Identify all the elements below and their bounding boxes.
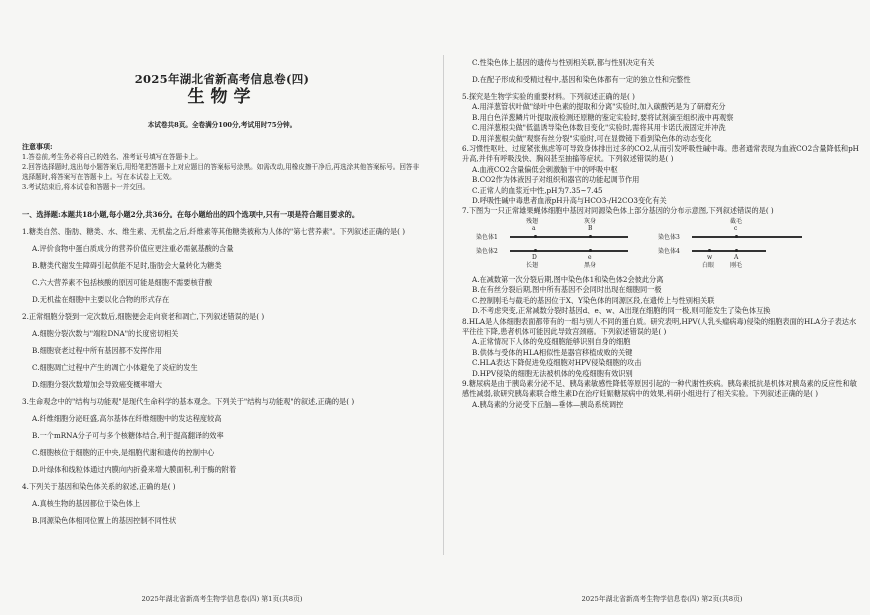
option: B.同源染色体相同位置上的基因控制不同性状: [32, 516, 177, 525]
option: D.用洋葱根尖做"观察有丝分裂"实验时,可在显微镜下看到染色体的动态变化: [472, 133, 712, 143]
option: A.胰岛素的分泌受下丘脑—垂体—胰岛系统调控: [472, 399, 624, 409]
questions-left: [22, 210, 422, 526]
notice-block: [22, 142, 422, 192]
chromosome-figure: [462, 217, 862, 273]
section-heading: 一、选择题:本题共18小题,每小题2分,共36分。在每小题给出的四个选项中,只有一项是符合题目要求的。: [22, 210, 360, 219]
option: B.糖类代谢发生障碍引起供能不足时,脂肪会大量转化为糖类: [32, 261, 222, 270]
question-stem: 7.下图为一只正常雄果蝇体细胞中基因对同源染色体上部分基因的分布示意图,下列叙述错误的是( ): [462, 206, 774, 216]
option: B.细胞衰老过程中所有基因都不发挥作用: [32, 346, 162, 355]
question-stem: 6.习惯性呕吐、过度紧张焦虑等可导致身体排出过多的CO2,从而引发呼吸性碱中毒。患者通常表现为血液CO2含量降低和pH升高,并伴有呼吸浅快、胸闷甚至抽搐等症状。下列叙述错误的是( ): [462, 144, 859, 164]
gene-letter: A: [734, 253, 739, 261]
option: A.正常情况下人体的免疫细胞能够识别自身的细胞: [472, 337, 631, 347]
option: A.评价食物中蛋白质成分的营养价值应更注重必需氨基酸的含量: [32, 244, 234, 253]
gene-label: 刚毛: [730, 261, 743, 269]
gene-label: 长翅: [526, 261, 539, 269]
option: D.无机盐在细胞中主要以化合物的形式存在: [32, 295, 170, 304]
option: D.不考虑突变,正常减数分裂时基因d、e、w、A出现在细胞的同一极,则可能发生了染色体互换: [472, 306, 771, 316]
gene-letter: e: [588, 253, 592, 261]
option: A.细胞分裂次数与"端粒DNA"的长度密切相关: [32, 329, 179, 338]
page-footer-right: 2025年湖北省新高考生物学信息卷(四) 第2页(共8页): [581, 595, 743, 603]
gene-label: 灰身: [584, 217, 597, 225]
chromosome-4: [692, 250, 766, 252]
gene-label: 黑身: [584, 261, 597, 269]
notice-item: 3.考试结束后,将本试卷和答题卡一并交回。: [22, 183, 150, 192]
option: A.在减数第一次分裂后期,图中染色体1和染色体2会彼此分离: [472, 274, 664, 284]
subject-title: 生物学: [187, 87, 257, 107]
option: B.供体与受体的HLA相似性是器官移植成败的关键: [472, 347, 633, 357]
question-stem: 5.探究是生物学实验的重要材料。下列叙述正确的是( ): [462, 92, 635, 101]
question-stem: 9.糖尿病是由于胰岛素分泌不足、胰岛素敏感性降低等原因引起的一种代谢性疾病。胰岛素抵抗是机体对胰岛素的反应性和敏感性减弱,欲研究胰岛素联合维生素D在治疗妊娠糖尿病中的效果,科研小组进行了相关实验。下列叙述正确的是( ): [462, 378, 857, 399]
question-stem: 1.糖类自然、脂肪、糖类、水、维生素、无机盐之后,纤维素等其他糖类被称为人体的"第七营养素"。下列叙述正确的是( ): [22, 227, 406, 236]
option: A.纤维细胞分泌旺盛,高尔基体在纤维细胞中的发达程度较高: [32, 414, 222, 423]
option: C.六大营养素不包括核酸的原因可能是细胞不需要核苷酸: [32, 278, 213, 287]
option: D.叶绿体和线粒体通过内膜向内折叠来增大膜面积,利于酶的附着: [32, 465, 237, 474]
option: C.细胞核位于细胞的正中央,是细胞代谢和遗传的控制中心: [32, 448, 215, 457]
gene-letter: B: [588, 224, 593, 232]
option: B.CO2作为体液因子对组织和器官的功能起调节作用: [472, 175, 640, 185]
gene-label: 白眼: [702, 261, 715, 269]
option: B.在有丝分裂后期,图中所有基因不会同时出现在细胞同一极: [472, 285, 662, 295]
option: C.HLA表达下降促进免疫细胞对HPV侵染细胞的攻击: [472, 358, 642, 368]
question-stem: 2.正常细胞分裂到一定次数后,细胞便会走向衰老和凋亡,下列叙述错误的是( ): [22, 312, 265, 321]
chromosome-label: 染色体1: [476, 233, 498, 241]
questions-right: [462, 58, 862, 410]
question-stem: 3.生命观念中的"结构与功能观"是现代生命科学的基本观念。下列关于"结构与功能观"的叙述,正确的是( ): [22, 397, 355, 406]
left-page: [22, 0, 422, 615]
option: C.正常人的血浆近中性,pH为7.35~7.45: [472, 185, 603, 195]
chromosome-1: [510, 236, 628, 238]
gene-locus: [534, 235, 537, 238]
right-page: [462, 0, 862, 615]
notice-item: 1.答卷前,考生务必将自己的姓名、准考证号填写在答题卡上。: [22, 153, 202, 162]
gene-label: 截毛: [730, 217, 743, 225]
option: C.用洋葱根尖做"低温诱导染色体数目变化"实验时,需将其用卡诺氏液固定并冲洗: [472, 123, 726, 133]
option: D.HPV侵染的细胞无法被机体的免疫细胞有效识别: [472, 368, 633, 378]
option: D.细胞分裂次数增加会导致癌变概率增大: [32, 380, 162, 389]
chromosome-3: [692, 236, 802, 238]
option: A.血液CO2含量偏低会刺激脑干中的呼吸中枢: [472, 164, 618, 174]
gene-letter: w: [707, 253, 713, 261]
question-stem: 4.下列关于基因和染色体关系的叙述,正确的是( ): [22, 482, 176, 491]
option: C.控制刚毛与截毛的基因位于X、Y染色体的同源区段,在遗传上与性别相关联: [472, 295, 715, 305]
question-stem: 8.HLA是人体细胞表面都带有的一组与别人不同的蛋白质。研究表明,HPV(人乳头瘤病毒)侵染的细胞表面的HLA分子表达水平往往下降,患者机体可能因此导致宫颈癌。下列叙述错误的是( ): [462, 316, 857, 336]
gene-locus: [589, 235, 592, 238]
gene-locus: [735, 235, 738, 238]
exam-subtitle: 本试卷共8页。全卷满分100分,考试用时75分钟。: [147, 121, 297, 129]
option: B.用白色洋葱鳞片叶提取液检测还原糖的鉴定实验时,要将试剂滴至组织液中再观察: [472, 112, 734, 122]
chromosome-label: 染色体3: [658, 233, 680, 241]
notice-item: 2.回答选择题时,选出每小题答案后,用铅笔把答题卡上对应题目的答案标号涂黑。如需改动,用橡皮擦干净后,再选涂其他答案标号。回答非选择题时,将答案写在答题卡上。写在本试卷上无效。: [22, 163, 420, 182]
option: D.在配子形成和受精过程中,基因和染色体都有一定的独立性和完整性: [472, 75, 691, 84]
exam-title: 2025年湖北省新高考信息卷(四): [134, 72, 310, 86]
chromosome-2: [510, 250, 628, 252]
option: C.细胞凋亡过程中产生的凋亡小体避免了炎症的发生: [32, 363, 198, 372]
option: C.性染色体上基因的遗传与性别相关联,都与性别决定有关: [472, 58, 655, 67]
gene-letter: c: [734, 224, 738, 232]
chromosome-label: 染色体2: [476, 247, 498, 255]
page-footer-left: 2025年湖北省新高考生物学信息卷(四) 第1页(共8页): [141, 595, 303, 603]
option: A.真核生物的基因都位于染色体上: [32, 499, 141, 508]
option: A.用洋葱管状叶做"绿叶中色素的提取和分离"实验时,加入碳酸钙是为了研磨充分: [472, 102, 726, 112]
gene-label: 残翅: [526, 217, 539, 225]
chromosome-label: 染色体4: [658, 247, 680, 255]
gene-letter: a: [532, 224, 536, 232]
gene-letter: D: [532, 253, 537, 261]
notice-heading: 注意事项:: [22, 142, 53, 151]
page-divider: [443, 55, 444, 555]
option: B.一个mRNA分子可与多个核糖体结合,利于提高翻译的效率: [32, 431, 224, 440]
option: D.呼吸性碱中毒患者血液pH升高与HCO3-/H2CO3变化有关: [472, 196, 667, 206]
